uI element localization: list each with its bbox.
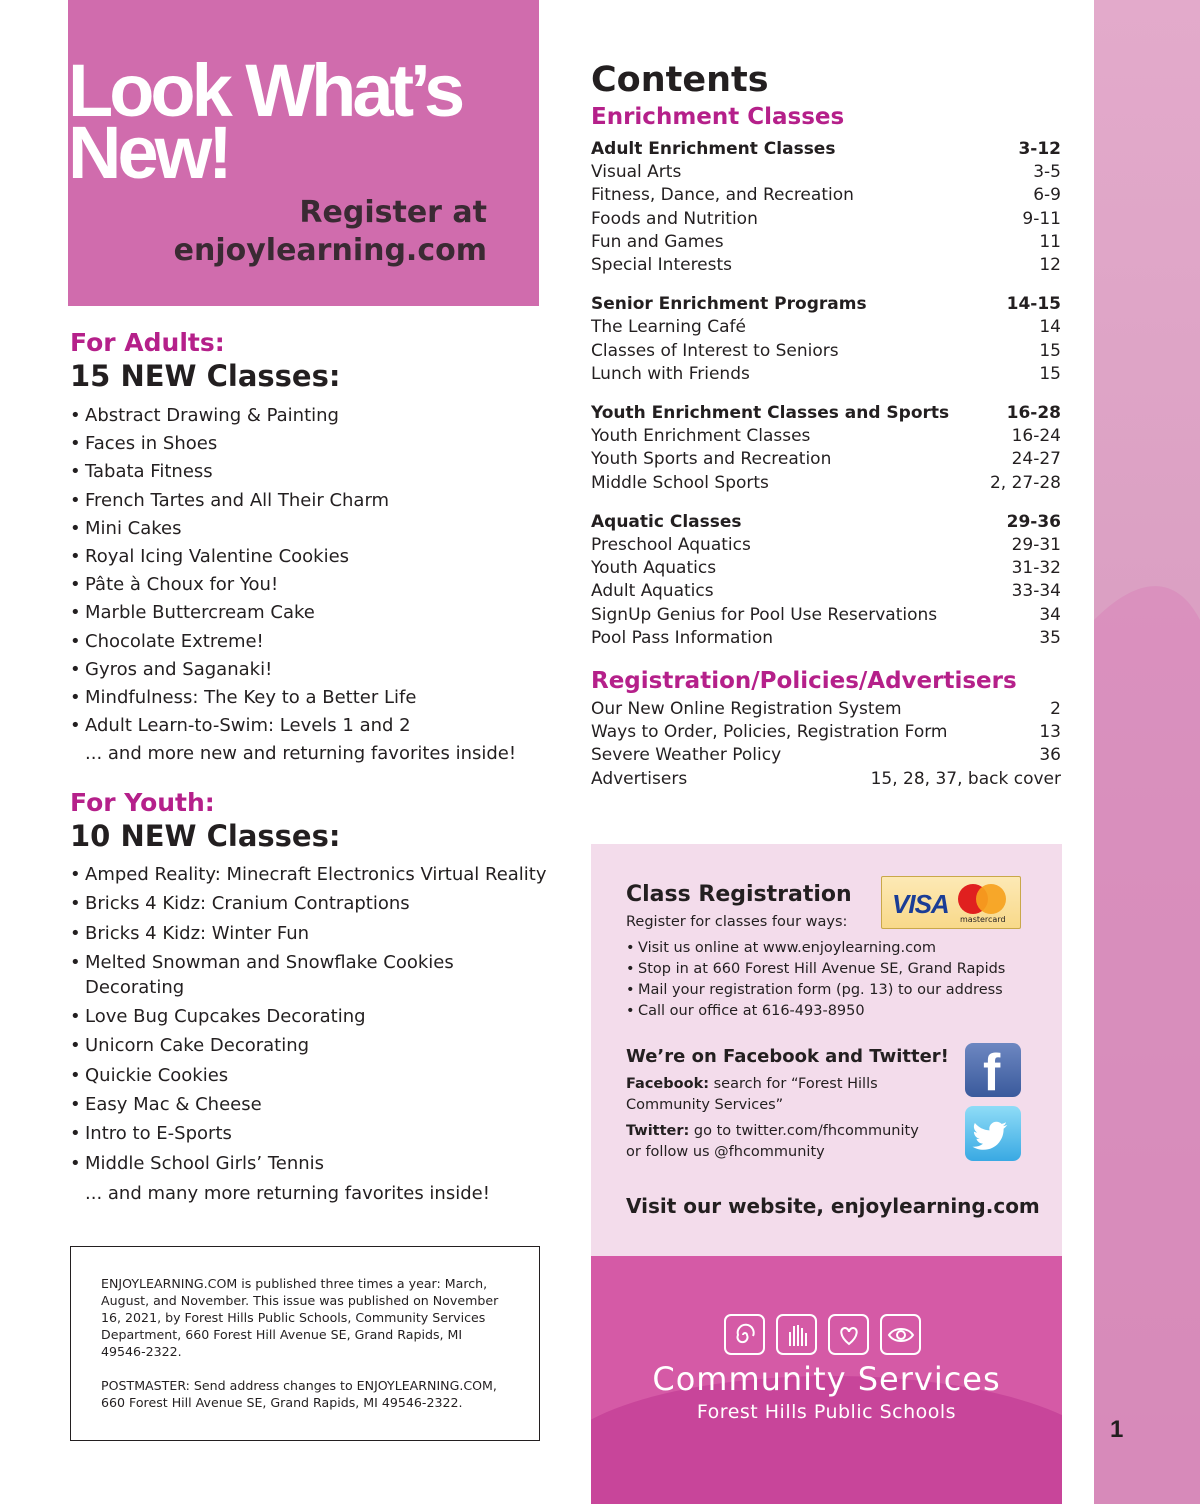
- mastercard-logo: mastercard: [956, 882, 1012, 924]
- adults-more-text: ... and more new and returning favorites inside!: [85, 743, 517, 765]
- list-item: • Abstract Drawing & Painting: [70, 402, 550, 430]
- list-item: • Marble Buttercream Cake: [70, 599, 550, 627]
- toc-entry-label: Ways to Order, Policies, Registration Form: [591, 722, 948, 743]
- list-item: • French Tartes and All Their Charm: [70, 487, 550, 515]
- registration-way-item: • Stop in at 660 Forest Hill Avenue SE, Grand Rapids: [626, 959, 1005, 980]
- registration-subtitle: Register for classes four ways:: [626, 914, 848, 930]
- visa-logo: VISA: [892, 889, 949, 919]
- toc-entry-label: Adult Enrichment Classes: [591, 139, 836, 159]
- youth-more-text: ... and many more returning favorites inside!: [85, 1182, 490, 1204]
- toc-section-heading: [591, 511, 1061, 534]
- toc-group: [591, 293, 1061, 386]
- toc-page-numbers: 6-9: [1033, 185, 1061, 206]
- eye-icon: [880, 1314, 921, 1355]
- toc-entry-label: Foods and Nutrition: [591, 208, 758, 229]
- toc-page-numbers: 16-24: [1011, 426, 1061, 447]
- toc-page-numbers: 29-36: [1006, 511, 1061, 532]
- adults-heading: 15 NEW Classes:: [70, 359, 341, 393]
- toc-page-numbers: 36: [1039, 745, 1061, 766]
- toc-entry-label: Lunch with Friends: [591, 363, 750, 384]
- registration-way-item: • Call our office at 616-493-8950: [626, 1001, 1005, 1022]
- list-item: • Bricks 4 Kidz: Winter Fun: [70, 921, 550, 946]
- enrichment-classes-title: Enrichment Classes: [591, 104, 845, 130]
- toc-entry-label: The Learning Café: [591, 317, 746, 338]
- toc-page-numbers: 15, 28, 37, back cover: [870, 768, 1061, 789]
- payment-cards: [881, 876, 1021, 929]
- publication-info-box: [70, 1246, 540, 1441]
- toc-page-numbers: 15: [1039, 340, 1061, 361]
- toc-section-heading: [591, 402, 1061, 425]
- toc-entry: [591, 534, 1061, 557]
- toc-entry: [591, 744, 1061, 767]
- toc-entry: [591, 557, 1061, 580]
- toc-group: [591, 138, 1061, 277]
- toc-entry: [591, 184, 1061, 207]
- list-item: • Gyros and Saganaki!: [70, 656, 550, 684]
- toc-groups: [591, 138, 1061, 650]
- toc-entry: [591, 448, 1061, 471]
- list-item: • Unicorn Cake Decorating: [70, 1033, 550, 1058]
- community-services-logo-text: Community Services: [652, 1360, 1001, 1398]
- toc-entry: [591, 698, 1061, 721]
- hero-register-text: Register at enjoylearning.com: [173, 195, 487, 268]
- registration-title: Class Registration: [626, 882, 852, 907]
- toc-registration-group: [591, 698, 1061, 791]
- youth-label: For Youth:: [70, 788, 215, 817]
- toc-entry-label: Pool Pass Information: [591, 627, 774, 648]
- class-registration-panel: [591, 844, 1062, 1256]
- toc-page-numbers: 11: [1039, 231, 1061, 252]
- toc-entry-label: Our New Online Registration System: [591, 699, 902, 720]
- toc-entry: [591, 161, 1061, 184]
- toc-entry-label: Fitness, Dance, and Recreation: [591, 185, 854, 206]
- youth-section: [70, 788, 550, 1208]
- registration-way-item: • Visit us online at www.enjoylearning.com: [626, 938, 1005, 959]
- toc-entry-label: SignUp Genius for Pool Use Reservations: [591, 604, 938, 625]
- toc-page-numbers: 33-34: [1011, 581, 1061, 602]
- toc-page-numbers: 2: [1050, 699, 1061, 720]
- list-item: • Amped Reality: Minecraft Electronics Virtual Reality: [70, 862, 550, 887]
- list-item: • Faces in Shoes: [70, 430, 550, 458]
- toc-entry-label: Adult Aquatics: [591, 581, 714, 602]
- list-item: • Melted Snowman and Snowflake Cookies Decorating: [70, 950, 550, 1000]
- toc-entry-label: Special Interests: [591, 255, 733, 276]
- visit-website-text: Visit our website, enjoylearning.com: [626, 1194, 1040, 1218]
- toc-page-numbers: 29-31: [1011, 535, 1061, 556]
- list-item: • Mindfulness: The Key to a Better Life: [70, 684, 550, 712]
- twitter-icon[interactable]: [965, 1106, 1021, 1161]
- list-item: • Tabata Fitness: [70, 458, 550, 486]
- toc-entry: [591, 768, 1061, 791]
- list-item: • Adult Learn-to-Swim: Levels 1 and 2: [70, 712, 550, 740]
- toc-entry-label: Youth Sports and Recreation: [591, 449, 832, 470]
- toc-page-numbers: 3-5: [1033, 162, 1061, 183]
- registration-way-item: • Mail your registration form (pg. 13) to our address: [626, 980, 1005, 1001]
- list-item: • Love Bug Cupcakes Decorating: [70, 1004, 550, 1029]
- toc-entry-label: Advertisers: [591, 768, 688, 789]
- list-item: • Quickie Cookies: [70, 1063, 550, 1088]
- toc-entry-label: Preschool Aquatics: [591, 535, 751, 556]
- toc-entry: [591, 254, 1061, 277]
- heart-figure-icon: [828, 1314, 869, 1355]
- community-icons: [724, 1314, 921, 1355]
- twitter-info: Twitter: go to twitter.com/fhcommunity or follow us @fhcommunity: [626, 1123, 919, 1160]
- community-services-block: [591, 1256, 1062, 1504]
- toc-page-numbers: 24-27: [1011, 449, 1061, 470]
- toc-page-numbers: 16-28: [1006, 403, 1061, 424]
- toc-entry-label: Severe Weather Policy: [591, 745, 782, 766]
- list-item: • Bricks 4 Kidz: Cranium Contraptions: [70, 891, 550, 916]
- youth-class-list: [70, 862, 550, 1176]
- toc-page-numbers: 15: [1039, 363, 1061, 384]
- spiral-head-icon: [724, 1314, 765, 1355]
- list-item: • Middle School Girls’ Tennis: [70, 1151, 550, 1176]
- publication-info: ENJOYLEARNING.COM is published three times a year: March, August, and November. This issue was published on November 16, 2021, by Forest Hills Public Schools, Community Services Department, 660 Forest Hill Avenue SE, Grand Rapids, MI 49546-2322.: [101, 1276, 499, 1359]
- toc-entry-label: Senior Enrichment Programs: [591, 294, 867, 315]
- toc-entry-label: Visual Arts: [591, 162, 682, 183]
- toc-entry: [591, 231, 1061, 254]
- adults-class-list: [70, 402, 550, 740]
- list-item: • Chocolate Extreme!: [70, 628, 550, 656]
- hands-icon: [776, 1314, 817, 1355]
- toc-group: [591, 402, 1061, 495]
- table-of-contents: [591, 58, 1061, 791]
- toc-entry: [591, 472, 1061, 495]
- toc-entry-label: Youth Enrichment Classes and Sports: [591, 403, 950, 424]
- toc-page-numbers: 34: [1039, 604, 1061, 625]
- wave-decoration: [1094, 560, 1200, 1504]
- toc-page-numbers: 12: [1039, 255, 1061, 276]
- toc-entry: [591, 604, 1061, 627]
- toc-group: [591, 511, 1061, 650]
- adults-label: For Adults:: [70, 328, 225, 357]
- youth-heading: 10 NEW Classes:: [70, 819, 341, 853]
- list-item: • Easy Mac & Cheese: [70, 1092, 550, 1117]
- toc-page-numbers: 3-12: [1018, 139, 1061, 159]
- hero-banner: [68, 0, 539, 306]
- adults-section: [70, 328, 550, 768]
- postmaster-info: POSTMASTER: Send address changes to ENJOYLEARNING.COM, 660 Forest Hill Avenue SE, Grand Rapids, MI 49546-2322.: [101, 1378, 497, 1410]
- toc-page-numbers: 13: [1039, 722, 1061, 743]
- decorative-side-strip: [1094, 0, 1200, 1504]
- toc-page-numbers: 14: [1039, 317, 1061, 338]
- toc-entry: [591, 425, 1061, 448]
- hero-title: Look What’s New!: [68, 49, 462, 194]
- toc-section-heading: [591, 293, 1061, 316]
- facebook-info: Facebook: search for “Forest Hills Community Services”: [626, 1076, 878, 1113]
- list-item: • Pâte à Choux for You!: [70, 571, 550, 599]
- toc-page-numbers: 31-32: [1011, 558, 1061, 579]
- toc-section-heading: [591, 138, 1061, 161]
- toc-entry: [591, 208, 1061, 231]
- toc-entry: [591, 363, 1061, 386]
- toc-page-numbers: 35: [1039, 627, 1061, 648]
- list-item: • Mini Cakes: [70, 515, 550, 543]
- toc-entry-label: Fun and Games: [591, 231, 724, 252]
- toc-entry: [591, 340, 1061, 363]
- facebook-icon[interactable]: f: [965, 1043, 1021, 1097]
- toc-page-numbers: 9-11: [1022, 208, 1061, 229]
- list-item: • Royal Icing Valentine Cookies: [70, 543, 550, 571]
- registration-ways-list: [626, 938, 1005, 1022]
- toc-entry: [591, 580, 1061, 603]
- toc-entry: [591, 316, 1061, 339]
- toc-page-numbers: 14-15: [1006, 294, 1061, 315]
- toc-entry: [591, 627, 1061, 650]
- toc-page-numbers: 2, 27-28: [989, 472, 1061, 493]
- toc-entry: [591, 721, 1061, 744]
- toc-entry-label: Youth Enrichment Classes: [591, 426, 811, 447]
- registration-section-title: Registration/Policies/Advertisers: [591, 668, 1017, 695]
- school-name: Forest Hills Public Schools: [696, 1401, 957, 1423]
- website-link[interactable]: enjoylearning.com: [173, 233, 487, 268]
- list-item: • Intro to E-Sports: [70, 1121, 550, 1146]
- contents-title: Contents: [591, 60, 769, 100]
- page-number: 1: [1110, 1416, 1124, 1443]
- social-title: We’re on Facebook and Twitter!: [626, 1046, 949, 1067]
- toc-entry-label: Youth Aquatics: [591, 558, 717, 579]
- toc-entry-label: Classes of Interest to Seniors: [591, 340, 839, 361]
- toc-entry-label: Aquatic Classes: [591, 511, 742, 532]
- toc-entry-label: Middle School Sports: [591, 472, 769, 493]
